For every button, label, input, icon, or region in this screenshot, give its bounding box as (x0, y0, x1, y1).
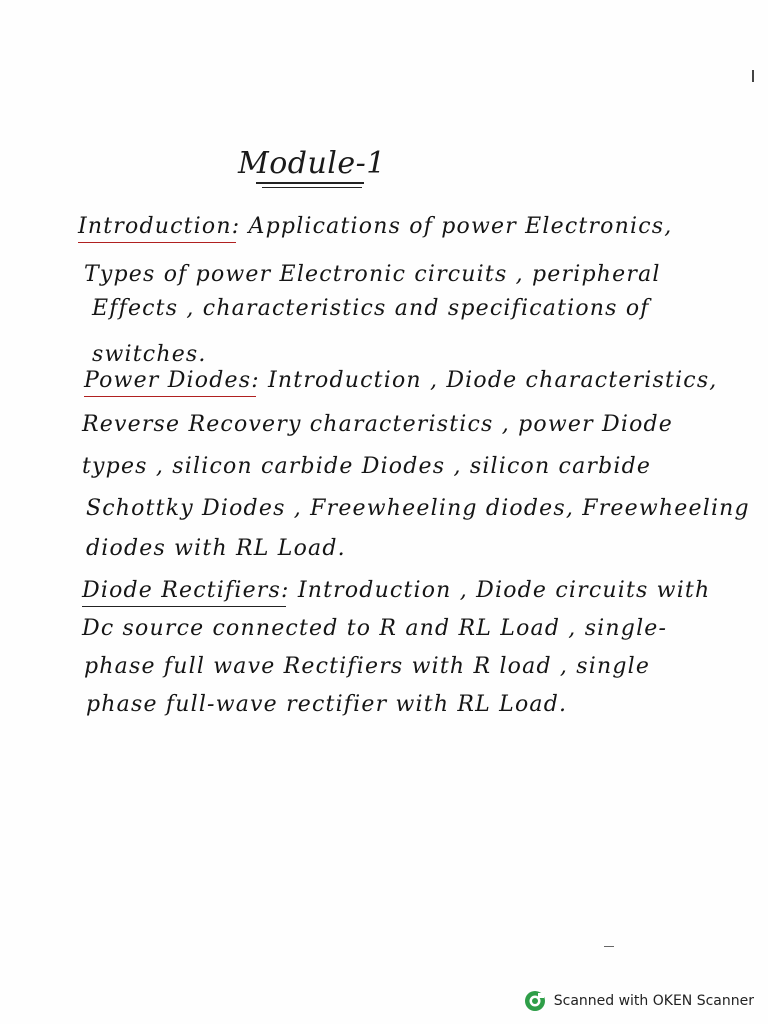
oken-scanner-logo-icon (524, 990, 546, 1012)
syllabus-line (86, 692, 567, 717)
page-title: Module-1 (238, 146, 386, 181)
syllabus-line (92, 342, 207, 367)
line-text: Effects , characteristics and specifications of (92, 296, 650, 321)
pen-mark (604, 946, 614, 951)
syllabus-line (82, 578, 710, 603)
syllabus-line (82, 412, 673, 437)
syllabus-line (78, 214, 672, 239)
line-text: Introduction , Diode circuits with (289, 578, 711, 603)
line-text: Dc source connected to R and RL Load , single- (82, 616, 668, 641)
line-text: switches. (92, 342, 207, 367)
scanner-watermark (524, 990, 754, 1012)
line-text: Applications of power Electronics, (240, 214, 673, 239)
syllabus-line (82, 616, 667, 641)
section-title-diode-rectifiers: Diode Rectifiers: (82, 578, 290, 603)
syllabus-line (86, 496, 750, 521)
edge-mark (752, 70, 754, 82)
line-text: Schottky Diodes , Freewheeling diodes, Freewheeling (86, 496, 750, 521)
title-underline (256, 182, 364, 184)
syllabus-line (86, 536, 346, 561)
syllabus-line (84, 262, 661, 287)
section-title-introduction: Introduction: (78, 214, 241, 239)
line-text: diodes with RL Load. (86, 536, 346, 561)
line-text: phase full wave Rectifiers with R load , single (84, 654, 651, 679)
title-underline-second (262, 187, 362, 188)
line-text: types , silicon carbide Diodes , silicon carbide (82, 454, 652, 479)
line-text: Introduction , Diode characteristics, (259, 368, 718, 393)
syllabus-line (84, 368, 718, 393)
line-text: Types of power Electronic circuits , peripheral (84, 262, 661, 287)
syllabus-line (92, 296, 650, 321)
section-title-power-diodes: Power Diodes: (84, 368, 260, 393)
line-text: Reverse Recovery characteristics , power Diode (82, 412, 674, 437)
line-text: phase full-wave rectifier with RL Load. (86, 692, 568, 717)
syllabus-line (84, 654, 650, 679)
syllabus-line (82, 454, 651, 479)
watermark-text: Scanned with OKEN Scanner (553, 993, 754, 1009)
